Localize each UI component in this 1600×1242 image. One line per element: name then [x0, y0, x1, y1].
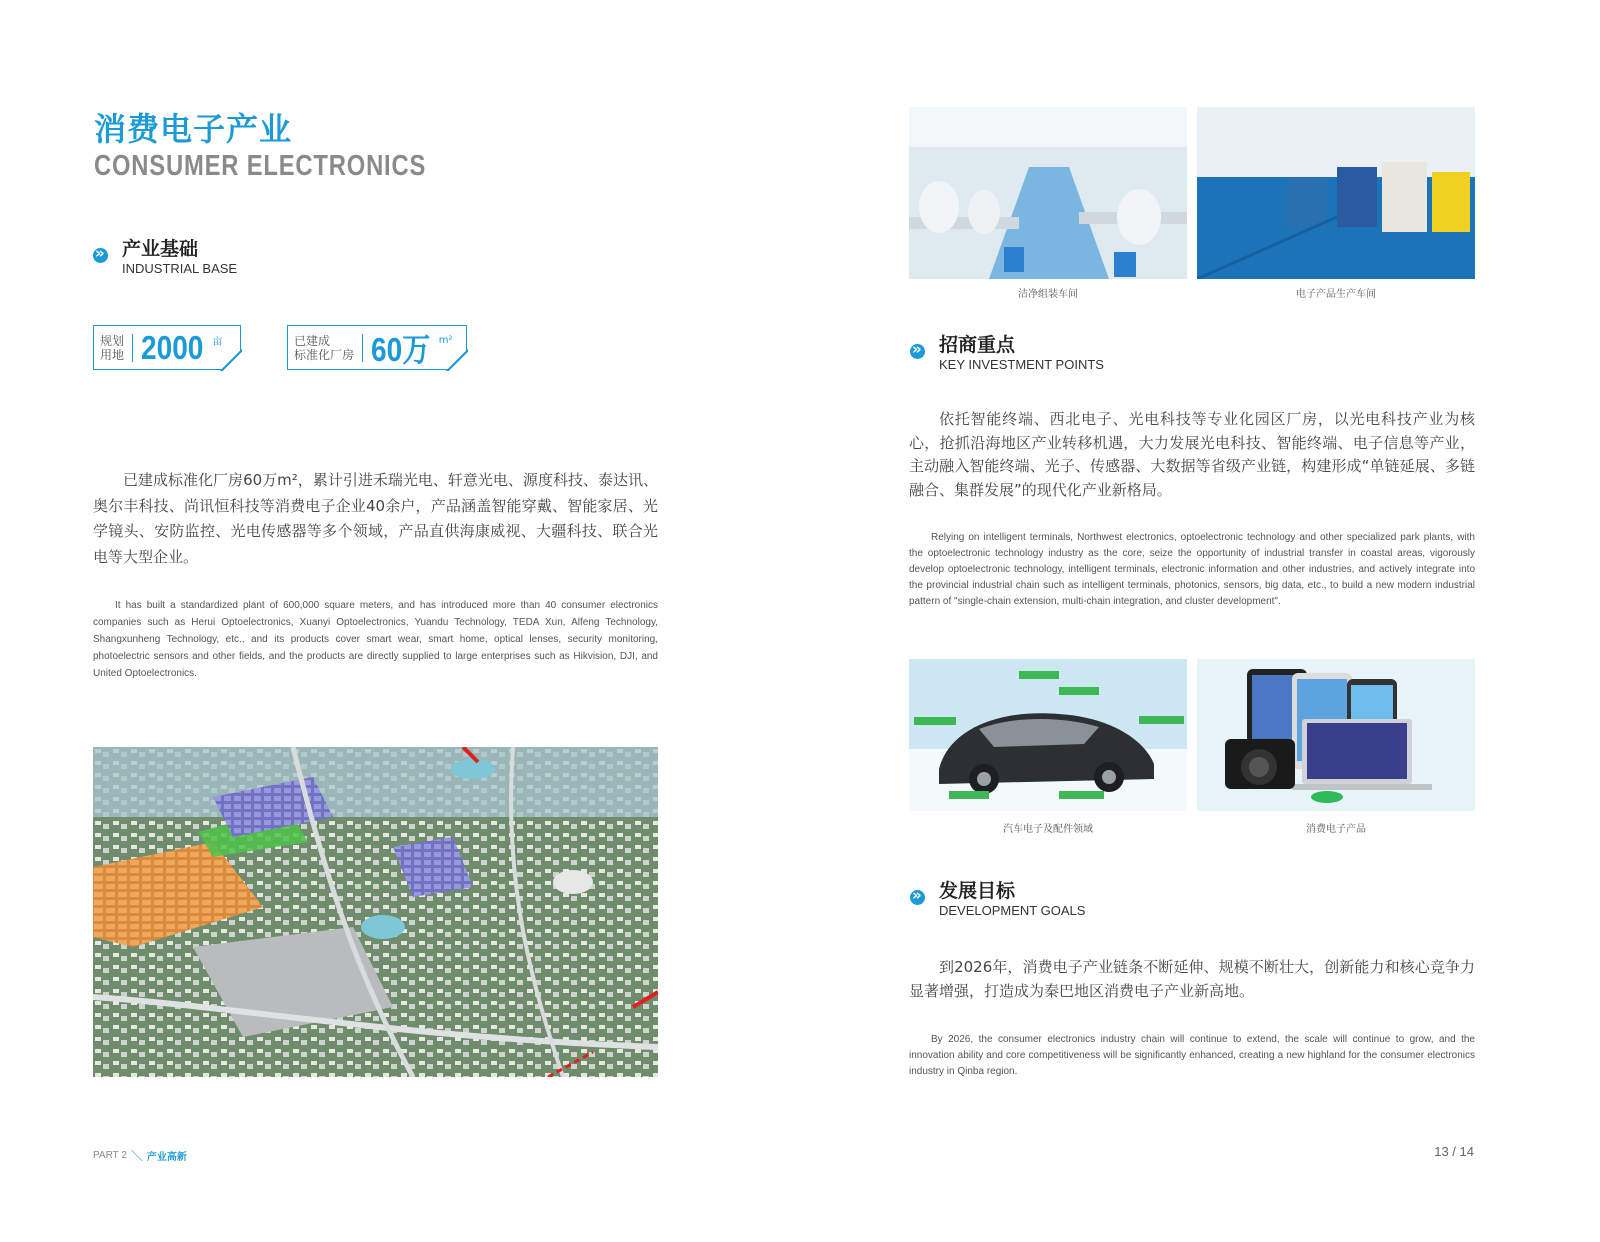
devices-illustration — [1197, 659, 1475, 811]
photo-caption: 洁净组装车间 — [1018, 289, 1078, 300]
workshop-illustration — [909, 107, 1187, 279]
stat-unit: m² — [438, 335, 453, 346]
page-title: 消费电子产业 — [94, 110, 293, 148]
stat-built-plant — [287, 325, 467, 370]
stat-value: 2000 — [141, 328, 204, 366]
stat-value: 60万 — [371, 331, 431, 368]
clean-assembly-workshop-photo — [909, 107, 1187, 279]
slash-divider-icon: ＼ — [130, 1149, 143, 1163]
section-title: 招商重点 — [939, 334, 1016, 356]
photo-caption: 电子产品生产车间 — [1296, 289, 1376, 300]
section-subtitle: DEVELOPMENT GOALS — [939, 903, 1086, 918]
key-points-paragraph-cn: 依托智能终端、西北电子、光电科技等专业化园区厂房，以光电科技产业为核心，抢抓沿海地区产业转移机遇，大力发展光电科技、智能终端、电子信息等产业，主动融入智能终端、光子、传感器、大数据等省级产业链，构建形成“单链延展、多链融合、集群发展”的现代化产业新格局。 — [909, 410, 1475, 499]
page-number: 13 / 14 — [1434, 1144, 1474, 1159]
part-title: 产业高新 — [146, 1152, 187, 1163]
section-title: 产业基础 — [122, 238, 199, 260]
key-points-paragraph-en: Relying on intelligent terminals, Northwest electronics, optoelectronic technology and other specialized park plants, with the optoelectronic technology industry as the core, seize the opportunity of industrial transfer in coastal areas, vigorously develop optoelectronic technology, intelligent terminals, electronic information and other industries, and actively integrate into the provincial industrial chain such as intelligent terminals, photonics, sensors, big data, etc., to build a new modern industrial pattern of "single-chain extension, multi-chain integration, and cluster development". — [909, 532, 1475, 607]
section-subtitle: KEY INVESTMENT POINTS — [939, 357, 1104, 372]
stat-planned-land — [93, 325, 241, 370]
industrial-base-paragraph-cn: 已建成标准化厂房60万m²，累计引进禾瑞光电、轩意光电、源度科技、泰达讯、奥尔丰科技、尚讯恒科技等消费电子企业40余户，产品涵盖智能穿戴、智能家居、光学镜头、安防监控、光电传感器等多个领域，产品直供海康威视、大疆科技、联合光电等大型企业。 — [93, 471, 658, 566]
stat-label: 规划 用地 — [100, 333, 125, 362]
divider — [362, 334, 363, 362]
chevron-circle-icon — [910, 344, 925, 359]
section-subtitle: INDUSTRIAL BASE — [122, 261, 238, 276]
goals-paragraph-cn: 到2026年，消费电子产业链条不断延伸、规模不断壮大，创新能力和核心竞争力显著增强，打造成为秦巴地区消费电子产业新高地。 — [909, 958, 1475, 1000]
workshop-illustration — [1197, 107, 1475, 279]
consumer-electronics-photo — [1197, 659, 1475, 811]
part-number: PART 2 — [93, 1150, 127, 1161]
goals-paragraph-en: By 2026, the consumer electronics industry chain will continue to extend, the scale will continue to grow, and the innovation ability and core competitiveness will be significantly enhanced, creating a new highland for the consumer electronics industry in Qinba region. — [909, 1034, 1475, 1077]
photo-caption: 汽车电子及配件领域 — [1003, 824, 1093, 835]
footer-part-label — [93, 1147, 187, 1164]
electronics-production-workshop-photo — [1197, 107, 1475, 279]
stat-unit: 亩 — [212, 337, 223, 348]
section-title: 发展目标 — [939, 880, 1016, 902]
aerial-park-map-image — [93, 747, 658, 1077]
section-industrial-base — [93, 238, 237, 277]
chevron-circle-icon — [910, 890, 925, 905]
section-key-investment-points — [910, 334, 1104, 373]
stat-label: 已建成 标准化厂房 — [294, 333, 355, 362]
photo-caption: 消费电子产品 — [1306, 824, 1366, 835]
automotive-electronics-photo — [909, 659, 1187, 811]
section-development-goals — [910, 880, 1085, 919]
divider — [132, 334, 133, 362]
chevron-circle-icon — [93, 248, 108, 263]
aerial-map-illustration — [93, 747, 658, 1077]
car-parts-illustration — [909, 659, 1187, 811]
industrial-base-paragraph-en: It has built a standardized plant of 600,000 square meters, and has introduced more than 40 consumer electronics companies such as Herui Optoelectronics, Xuanyi Optoelectronics, Yuandu Technology, TEDA Xun, Alfeng Technology, Shangxunheng Technology, etc., and its products cover smart wear, smart home, optical lenses, security monitoring, photoelectric sensors and other fields, and the products are directly supplied to large enterprises such as Hikvision, DJI, and United Optoelectronics. — [93, 600, 658, 679]
page-subtitle: CONSUMER ELECTRONICS — [94, 150, 427, 182]
